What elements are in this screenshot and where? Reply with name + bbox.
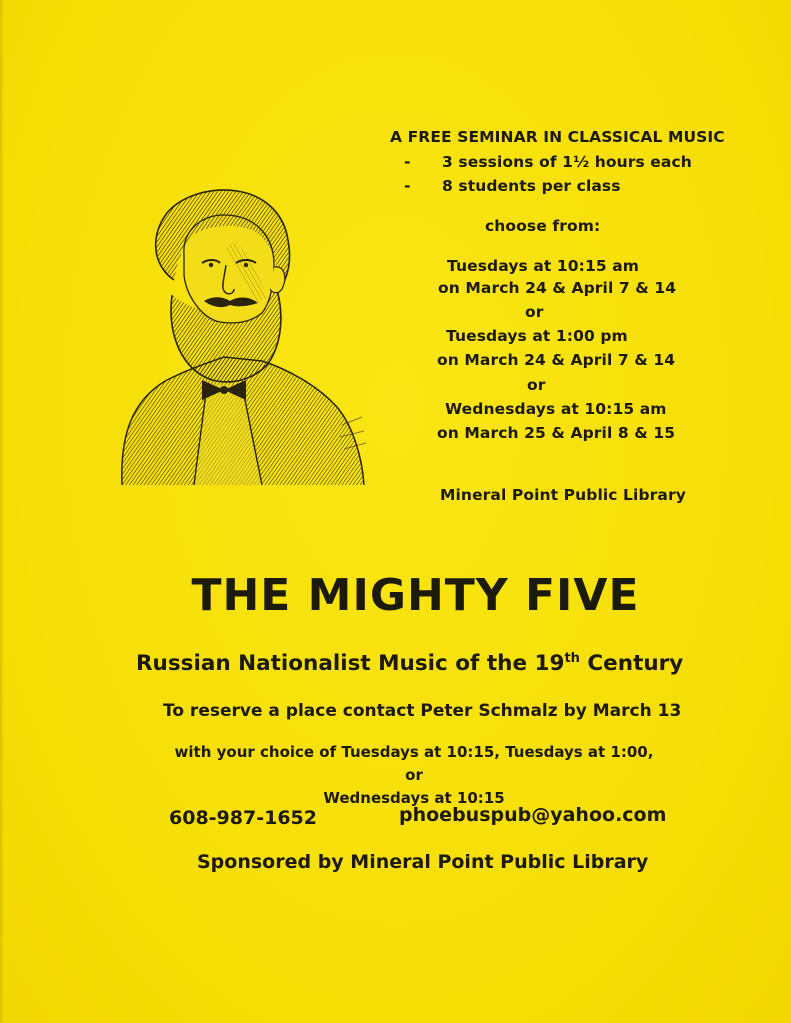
- paper-edge-shadow: [0, 0, 4, 1023]
- option-line: Tuesdays at 1:00 pm: [446, 327, 628, 345]
- contact-phone: 608-987-1652: [169, 807, 317, 829]
- choice-instructions: [170, 741, 658, 810]
- choice-line: Wednesdays at 10:15: [323, 789, 505, 807]
- composer-portrait-image: [112, 185, 370, 490]
- flyer-subtitle: [136, 651, 683, 676]
- subtitle-text-end: Century: [579, 651, 684, 676]
- subtitle-text: Russian Nationalist Music of the 19: [136, 651, 565, 676]
- sponsor-line: Sponsored by Mineral Point Public Library: [197, 851, 649, 873]
- seminar-location: Mineral Point Public Library: [440, 486, 686, 504]
- bullet-dash: -: [404, 153, 411, 171]
- option-line: Wednesdays at 10:15 am: [445, 400, 667, 418]
- option-or: or: [525, 303, 544, 321]
- bullet-text: 8 students per class: [442, 177, 621, 195]
- seminar-heading: A FREE SEMINAR IN CLASSICAL MUSIC: [390, 128, 725, 146]
- bullet-students: [404, 175, 621, 198]
- reserve-instructions: To reserve a place contact Peter Schmalz by March 13: [163, 701, 682, 721]
- option-line: Tuesdays at 10:15 am: [447, 257, 640, 275]
- option-line: on March 25 & April 8 & 15: [437, 424, 676, 442]
- option-line: on March 24 & April 7 & 14: [437, 351, 676, 369]
- option-or: or: [527, 376, 546, 394]
- choose-label: choose from:: [485, 217, 601, 235]
- contact-email: phoebuspub@yahoo.com: [399, 804, 667, 826]
- option-line: on March 24 & April 7 & 14: [438, 279, 677, 297]
- flyer-title: THE MIGHTY FIVE: [191, 570, 640, 621]
- choice-line: with your choice of Tuesdays at 10:15, Tuesdays at 1:00, or: [174, 743, 654, 784]
- bullet-dash: -: [404, 177, 411, 195]
- bullet-text: 3 sessions of 1½ hours each: [442, 153, 692, 171]
- subtitle-superscript: th: [564, 650, 580, 666]
- bullet-sessions: [404, 151, 692, 174]
